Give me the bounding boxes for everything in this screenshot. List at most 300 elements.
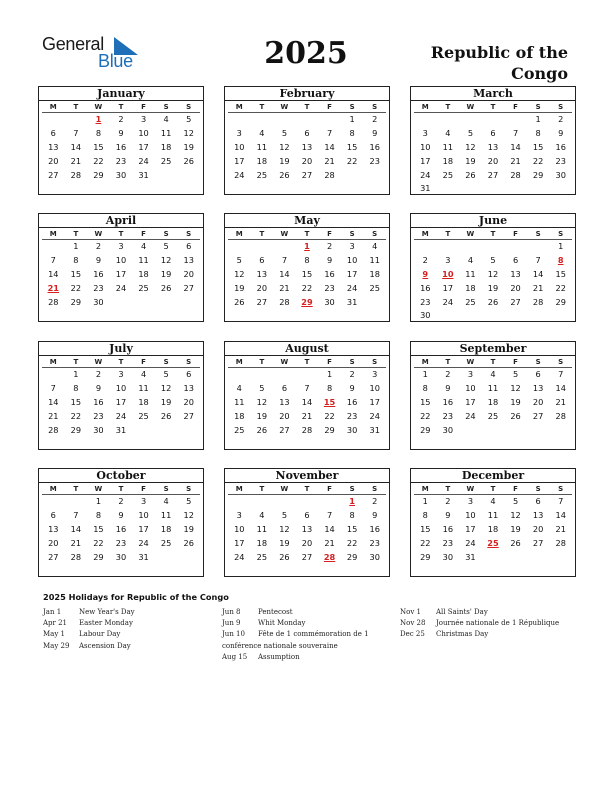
- day-cell: 12: [183, 127, 194, 138]
- weekday-header: T: [296, 483, 319, 495]
- month-days-grid: [411, 228, 575, 323]
- holiday-column: [222, 607, 402, 663]
- day-cell: 29: [324, 424, 335, 435]
- day-cell: 6: [512, 254, 519, 265]
- weekday-header: T: [110, 483, 133, 495]
- day-cell: 13: [532, 382, 544, 393]
- day-cell: 18: [487, 396, 499, 407]
- weekday-header: T: [251, 483, 274, 495]
- day-cell: 25: [487, 410, 499, 421]
- day-cell: 30: [93, 296, 104, 307]
- day-cell: 4: [163, 496, 169, 506]
- day-cell: 1: [558, 241, 564, 251]
- holiday-date: Nov 28: [400, 619, 426, 628]
- day-cell: 17: [138, 141, 149, 152]
- day-cell: 27: [183, 282, 194, 293]
- day-cell: 14: [70, 141, 82, 152]
- weekday-header: M: [42, 483, 65, 495]
- weekday-header: M: [414, 228, 437, 240]
- month-july: [38, 341, 204, 450]
- day-cell: 11: [442, 141, 454, 152]
- day-cell: 8: [95, 509, 102, 520]
- weekday-header: T: [251, 228, 274, 240]
- day-cell: 7: [558, 496, 564, 506]
- day-cell: 10: [420, 141, 431, 152]
- weekday-header: F: [132, 228, 155, 240]
- day-cell: 20: [183, 268, 194, 279]
- day-cell: 2: [95, 369, 102, 379]
- day-cell: 6: [186, 369, 192, 379]
- day-cell: 15: [301, 268, 313, 279]
- day-cell: 26: [234, 296, 245, 307]
- weekday-header: M: [42, 356, 65, 368]
- day-cell: 15: [420, 523, 431, 534]
- day-cell: 31: [115, 424, 127, 435]
- day-cell: 11: [256, 523, 268, 534]
- day-cell: 3: [445, 254, 451, 265]
- day-cell: 25: [138, 282, 149, 293]
- empty-day-cell: [437, 113, 460, 127]
- empty-day-cell: [42, 495, 65, 509]
- day-cell: 4: [490, 369, 496, 379]
- day-cell: 20: [301, 537, 313, 548]
- day-cell: 27: [48, 169, 59, 180]
- day-cell: 15: [555, 268, 566, 279]
- day-cell: 12: [510, 382, 521, 393]
- day-cell: 7: [326, 127, 333, 138]
- month-days-grid: [225, 483, 389, 564]
- day-cell: 12: [234, 268, 245, 279]
- empty-day-cell: [65, 495, 88, 509]
- day-cell: 29: [532, 169, 544, 180]
- day-cell: 17: [115, 396, 127, 407]
- day-cell: 4: [372, 241, 378, 251]
- day-cell: 28: [48, 424, 59, 435]
- day-cell: 19: [279, 537, 290, 548]
- empty-day-cell: [296, 113, 319, 127]
- weekday-header: T: [482, 356, 505, 368]
- day-cell: 5: [512, 496, 519, 506]
- empty-day-cell: [296, 495, 319, 509]
- day-cell: 23: [369, 155, 380, 166]
- day-cell: 4: [140, 241, 147, 251]
- empty-day-cell: [273, 240, 296, 254]
- day-cell: 28: [555, 410, 566, 421]
- holiday-name: Whit Monday: [258, 619, 306, 628]
- month-days-grid: [411, 356, 575, 437]
- weekday-header: F: [132, 356, 155, 368]
- holiday-day-cell: 1: [349, 496, 355, 506]
- empty-day-cell: [228, 368, 251, 382]
- day-cell: 24: [465, 537, 476, 548]
- empty-day-cell: [414, 113, 437, 127]
- day-cell: 28: [532, 296, 544, 307]
- day-cell: 25: [442, 169, 454, 180]
- day-cell: 22: [346, 155, 358, 166]
- day-cell: 25: [160, 537, 172, 548]
- day-cell: 11: [256, 141, 268, 152]
- day-cell: 25: [369, 282, 380, 293]
- day-cell: 17: [420, 155, 431, 166]
- month-february: [224, 86, 390, 195]
- day-cell: 6: [259, 254, 265, 265]
- empty-day-cell: [414, 240, 437, 254]
- weekday-header: S: [155, 228, 178, 240]
- day-cell: 8: [95, 127, 102, 138]
- weekday-header: T: [251, 356, 274, 368]
- day-cell: 28: [70, 169, 82, 180]
- holiday-row: [43, 641, 223, 652]
- day-cell: 30: [346, 424, 358, 435]
- weekday-header: F: [504, 356, 527, 368]
- day-cell: 31: [465, 551, 476, 562]
- day-cell: 12: [183, 509, 194, 520]
- day-cell: 31: [420, 183, 431, 194]
- day-cell: 24: [465, 410, 476, 421]
- weekday-header: T: [110, 356, 133, 368]
- day-cell: 19: [510, 396, 521, 407]
- day-cell: 12: [160, 254, 172, 265]
- day-cell: 3: [236, 509, 242, 520]
- holiday-row: [43, 629, 223, 640]
- empty-day-cell: [482, 113, 505, 127]
- day-cell: 10: [138, 127, 149, 138]
- day-cell: 5: [186, 496, 192, 506]
- day-cell: 4: [445, 127, 451, 138]
- weekday-header: W: [87, 101, 110, 113]
- day-cell: 18: [160, 523, 172, 534]
- weekday-header: S: [155, 356, 178, 368]
- holiday-row: [400, 607, 580, 618]
- day-cell: 11: [138, 254, 149, 265]
- holiday-name: Assumption: [258, 652, 300, 661]
- weekday-header: S: [341, 356, 364, 368]
- holiday-day-cell: 29: [301, 296, 313, 307]
- weekday-header: F: [132, 101, 155, 113]
- day-cell: 2: [118, 114, 124, 124]
- day-cell: 8: [326, 382, 333, 393]
- day-cell: 27: [532, 537, 544, 548]
- weekday-header: W: [87, 483, 110, 495]
- day-cell: 31: [138, 169, 149, 180]
- day-cell: 20: [487, 155, 499, 166]
- month-title: January: [39, 87, 203, 101]
- empty-day-cell: [504, 240, 527, 254]
- day-cell: 5: [512, 369, 519, 379]
- weekday-header: S: [177, 356, 200, 368]
- day-cell: 29: [93, 551, 104, 562]
- day-cell: 5: [163, 369, 169, 379]
- day-cell: 11: [487, 509, 499, 520]
- day-cell: 10: [115, 254, 127, 265]
- day-cell: 8: [422, 509, 428, 520]
- empty-day-cell: [482, 240, 505, 254]
- day-cell: 16: [115, 523, 127, 534]
- weekday-header: T: [251, 101, 274, 113]
- day-cell: 26: [487, 296, 499, 307]
- weekday-header: F: [318, 101, 341, 113]
- holiday-date: Nov 1: [400, 608, 421, 616]
- day-cell: 8: [304, 254, 310, 265]
- holiday-row: [222, 652, 402, 663]
- day-cell: 17: [138, 523, 149, 534]
- day-cell: 9: [118, 127, 124, 138]
- day-cell: 29: [93, 169, 104, 180]
- weekday-header: T: [65, 228, 88, 240]
- day-cell: 11: [138, 382, 149, 393]
- weekday-header: M: [414, 356, 437, 368]
- day-cell: 17: [465, 396, 476, 407]
- day-cell: 13: [256, 268, 268, 279]
- day-cell: 14: [324, 141, 335, 152]
- day-cell: 31: [346, 296, 358, 307]
- day-cell: 19: [465, 155, 476, 166]
- day-cell: 22: [70, 282, 82, 293]
- month-title: April: [39, 214, 203, 228]
- day-cell: 12: [279, 523, 290, 534]
- day-cell: 6: [535, 369, 541, 379]
- empty-day-cell: [228, 495, 251, 509]
- day-cell: 29: [420, 424, 431, 435]
- weekday-header: S: [527, 228, 550, 240]
- weekday-header: S: [363, 483, 386, 495]
- day-cell: 17: [234, 537, 245, 548]
- day-cell: 23: [555, 155, 566, 166]
- day-cell: 16: [369, 141, 380, 152]
- holiday-name: Labour Day: [79, 630, 121, 639]
- day-cell: 21: [70, 155, 82, 166]
- holiday-day-cell: 15: [323, 396, 336, 407]
- day-cell: 14: [324, 523, 335, 534]
- holiday-name: New Year's Day: [79, 608, 135, 616]
- empty-day-cell: [251, 240, 274, 254]
- weekday-header: T: [65, 356, 88, 368]
- day-cell: 10: [234, 141, 245, 152]
- day-cell: 30: [442, 551, 454, 562]
- holiday-row: [222, 629, 402, 640]
- weekday-header: S: [363, 101, 386, 113]
- day-cell: 20: [48, 155, 59, 166]
- holiday-row: [43, 607, 223, 618]
- day-cell: 18: [442, 155, 454, 166]
- day-cell: 26: [510, 537, 521, 548]
- month-march: [410, 86, 576, 195]
- day-cell: 13: [510, 268, 521, 279]
- day-cell: 7: [50, 382, 56, 393]
- weekday-header: T: [437, 483, 460, 495]
- day-cell: 21: [279, 282, 290, 293]
- month-title: March: [411, 87, 575, 101]
- day-cell: 10: [369, 382, 380, 393]
- day-cell: 10: [346, 254, 358, 265]
- weekday-header: M: [228, 356, 251, 368]
- holidays-title: 2025 Holidays for Republic of the Congo: [43, 592, 229, 602]
- day-cell: 15: [346, 523, 358, 534]
- day-cell: 24: [115, 282, 127, 293]
- day-cell: 23: [115, 537, 127, 548]
- day-cell: 16: [93, 268, 104, 279]
- month-days-grid: [225, 228, 389, 309]
- weekday-header: F: [504, 101, 527, 113]
- month-days-grid: [39, 356, 203, 437]
- weekday-header: W: [273, 483, 296, 495]
- day-cell: 22: [346, 537, 358, 548]
- day-cell: 17: [115, 268, 127, 279]
- day-cell: 13: [532, 509, 544, 520]
- day-cell: 7: [73, 127, 79, 138]
- month-title: December: [411, 469, 575, 483]
- empty-day-cell: [251, 495, 274, 509]
- holiday-day-cell: 10: [442, 268, 454, 279]
- day-cell: 24: [442, 296, 454, 307]
- day-cell: 24: [138, 537, 149, 548]
- day-cell: 2: [445, 496, 451, 506]
- month-days-grid: [225, 356, 389, 437]
- day-cell: 30: [115, 551, 127, 562]
- day-cell: 17: [369, 396, 380, 407]
- day-cell: 21: [48, 410, 59, 421]
- holiday-name: Easter Monday: [79, 619, 133, 628]
- weekday-header: S: [177, 228, 200, 240]
- day-cell: 22: [93, 537, 104, 548]
- day-cell: 12: [256, 396, 268, 407]
- day-cell: 21: [301, 410, 313, 421]
- weekday-header: S: [155, 101, 178, 113]
- weekday-header: S: [527, 483, 550, 495]
- day-cell: 9: [95, 254, 102, 265]
- day-cell: 22: [70, 410, 82, 421]
- day-cell: 15: [93, 141, 104, 152]
- day-cell: 18: [256, 537, 268, 548]
- day-cell: 31: [138, 551, 149, 562]
- month-days-grid: [411, 483, 575, 564]
- day-cell: 23: [115, 155, 127, 166]
- day-cell: 22: [93, 155, 104, 166]
- day-cell: 2: [372, 496, 378, 506]
- empty-day-cell: [42, 368, 65, 382]
- day-cell: 14: [48, 396, 59, 407]
- empty-day-cell: [251, 113, 274, 127]
- day-cell: 16: [93, 396, 104, 407]
- day-cell: 28: [279, 296, 290, 307]
- weekday-header: M: [42, 101, 65, 113]
- day-cell: 27: [48, 551, 59, 562]
- holiday-column: [400, 607, 580, 641]
- day-cell: 21: [70, 537, 82, 548]
- day-cell: 21: [532, 282, 544, 293]
- month-title: November: [225, 469, 389, 483]
- day-cell: 14: [301, 396, 313, 407]
- empty-day-cell: [251, 368, 274, 382]
- day-cell: 16: [442, 523, 454, 534]
- day-cell: 19: [487, 282, 499, 293]
- day-cell: 7: [304, 382, 310, 393]
- day-cell: 6: [490, 127, 496, 138]
- day-cell: 7: [281, 254, 288, 265]
- day-cell: 21: [555, 523, 566, 534]
- day-cell: 30: [442, 424, 454, 435]
- day-cell: 21: [555, 396, 566, 407]
- month-august: [224, 341, 390, 450]
- month-title: May: [225, 214, 389, 228]
- day-cell: 18: [160, 141, 172, 152]
- day-cell: 29: [70, 424, 82, 435]
- day-cell: 2: [349, 369, 355, 379]
- weekday-header: W: [87, 356, 110, 368]
- day-cell: 3: [118, 369, 124, 379]
- day-cell: 17: [465, 523, 476, 534]
- holiday-date: Jan 1: [43, 608, 62, 616]
- holiday-date: May 1: [43, 630, 65, 639]
- day-cell: 24: [234, 169, 245, 180]
- day-cell: 20: [301, 155, 313, 166]
- day-cell: 20: [48, 537, 59, 548]
- day-cell: 15: [346, 141, 358, 152]
- weekday-header: S: [177, 101, 200, 113]
- day-cell: 21: [324, 155, 335, 166]
- day-cell: 13: [48, 523, 59, 534]
- day-cell: 2: [372, 114, 378, 124]
- weekday-header: T: [482, 228, 505, 240]
- day-cell: 23: [420, 296, 431, 307]
- day-cell: 16: [369, 523, 380, 534]
- month-days-grid: [225, 101, 389, 182]
- day-cell: 21: [510, 155, 521, 166]
- holiday-name: Ascension Day: [79, 641, 131, 650]
- day-cell: 11: [465, 268, 476, 279]
- weekday-header: W: [87, 228, 110, 240]
- day-cell: 28: [510, 169, 521, 180]
- day-cell: 11: [160, 509, 172, 520]
- day-cell: 24: [420, 169, 431, 180]
- weekday-header: S: [341, 483, 364, 495]
- day-cell: 1: [535, 114, 541, 124]
- day-cell: 18: [465, 282, 476, 293]
- empty-day-cell: [228, 240, 251, 254]
- weekday-header: W: [273, 101, 296, 113]
- day-cell: 19: [510, 523, 521, 534]
- day-cell: 10: [234, 523, 245, 534]
- day-cell: 26: [510, 410, 521, 421]
- day-cell: 9: [445, 382, 451, 393]
- day-cell: 19: [160, 268, 172, 279]
- day-cell: 20: [256, 282, 268, 293]
- month-title: February: [225, 87, 389, 101]
- day-cell: 24: [234, 551, 245, 562]
- day-cell: 4: [259, 509, 265, 520]
- day-cell: 6: [50, 127, 56, 138]
- day-cell: 9: [95, 382, 102, 393]
- holiday-column: [43, 607, 223, 652]
- day-cell: 8: [73, 382, 79, 393]
- day-cell: 18: [234, 410, 245, 421]
- day-cell: 22: [301, 282, 313, 293]
- day-cell: 9: [118, 509, 124, 520]
- day-cell: 4: [259, 127, 265, 138]
- day-cell: 4: [236, 382, 242, 393]
- day-cell: 21: [324, 537, 335, 548]
- day-cell: 22: [324, 410, 335, 421]
- day-cell: 18: [138, 396, 149, 407]
- day-cell: 13: [301, 141, 313, 152]
- day-cell: 30: [369, 551, 380, 562]
- day-cell: 25: [234, 424, 245, 435]
- weekday-header: T: [482, 101, 505, 113]
- day-cell: 7: [535, 254, 541, 265]
- weekday-header: M: [414, 101, 437, 113]
- day-cell: 27: [487, 169, 499, 180]
- day-cell: 7: [326, 509, 333, 520]
